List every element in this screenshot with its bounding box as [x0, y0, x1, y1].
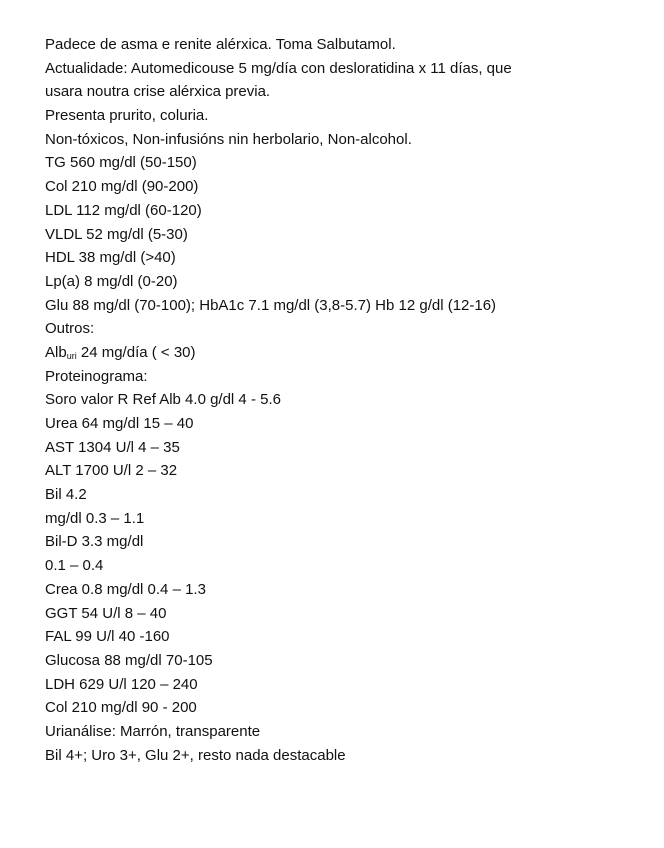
- text-line: HDL 38 mg/dl (>40): [45, 249, 176, 267]
- text-line: LDH 629 U/l 120 – 240: [45, 675, 198, 693]
- text-line: Proteinograma:: [45, 367, 148, 385]
- text-line: 0.1 – 0.4: [45, 557, 104, 575]
- text-line: Soro valor R Ref Alb 4.0 g/dl 4 - 5.6: [45, 391, 281, 409]
- text-line: Bil-D 3.3 mg/dl: [45, 533, 144, 551]
- text-line: GGT 54 U/l 8 – 40: [45, 604, 167, 622]
- text-line: Glu 88 mg/dl (70-100); HbA1c 7.1 mg/dl (3,8-5.7) Hb 12 g/dl (12-16): [45, 296, 497, 314]
- text-line: Padece de asma e renite alérxica. Toma Salbutamol.: [45, 36, 396, 53]
- clinical-notes-text: [45, 33, 635, 767]
- text-line: ALT 1700 U/l 2 – 32: [45, 462, 178, 480]
- text-line: Outros:: [45, 320, 95, 338]
- text-line: FAL 99 U/l 40 -160: [45, 628, 170, 646]
- alb-subscript: uri: [66, 350, 77, 361]
- alb-prefix: Alb: [45, 343, 67, 361]
- alb-uri-line: [45, 341, 635, 365]
- text-line: Urianálise: Marrón, transparente: [45, 722, 261, 740]
- text-line: LDL 112 mg/dl (60-120): [45, 201, 202, 219]
- text-line: Glucosa 88 mg/dl 70-105: [45, 651, 213, 669]
- text-line: Urea 64 mg/dl 15 – 40: [45, 415, 194, 432]
- text-line: Presenta prurito, coluria.: [45, 107, 209, 125]
- text-line: Non-tóxicos, Non-infusións nin herbolario, Non-alcohol.: [45, 130, 412, 148]
- alb-value: 24 mg/día ( < 30): [76, 343, 196, 361]
- text-line: usara noutra crise alérxica previa.: [45, 83, 271, 101]
- text-line: TG 560 mg/dl (50-150): [45, 154, 197, 172]
- text-line: Bil 4.2: [45, 486, 87, 504]
- text-line: Actualidade: Automedicouse 5 mg/día con desloratidina x 11 días, que: [45, 59, 512, 77]
- text-line: Col 210 mg/dl 90 - 200: [45, 699, 197, 717]
- text-line: AST 1304 U/l 4 – 35: [45, 438, 180, 456]
- text-line: Bil 4+; Uro 3+, Glu 2+, resto nada destacable: [45, 746, 346, 764]
- text-line: VLDL 52 mg/dl (5-30): [45, 225, 188, 243]
- text-line: mg/dl 0.3 – 1.1: [45, 509, 145, 527]
- text-line: Lp(a) 8 mg/dl (0-20): [45, 272, 178, 290]
- text-line: Crea 0.8 mg/dl 0.4 – 1.3: [45, 580, 206, 598]
- text-line: Col 210 mg/dl (90-200): [45, 178, 199, 196]
